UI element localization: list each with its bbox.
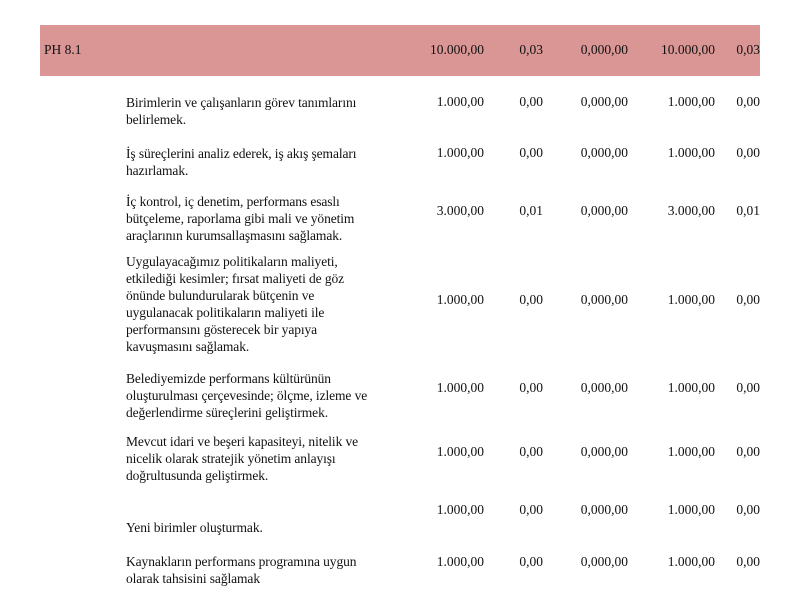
activity-value-4: 1.000,00 — [667, 444, 715, 459]
description-line: belirlemek. — [126, 112, 186, 127]
description-line: değerlendirme süreçlerini geliştirmek. — [126, 405, 328, 420]
activity-value-4: 1.000,00 — [667, 380, 715, 395]
description-line: İş süreçlerini analiz ederek, iş akış şemaları — [126, 146, 357, 161]
activity-description — [126, 553, 418, 587]
activity-value-4: 1.000,00 — [667, 94, 715, 109]
description-line: önünde bulundurularak bütçenin ve — [126, 288, 315, 303]
header-value-5: 0,03 — [736, 42, 760, 57]
activity-value-1: 1.000,00 — [436, 380, 484, 395]
activity-value-3: 0,000,00 — [580, 444, 628, 459]
description-line: Kaynakların performans programına uygun — [126, 554, 357, 569]
activity-value-1: 1.000,00 — [436, 145, 484, 160]
description-line: kavuşmasını sağlamak. — [126, 339, 250, 354]
activity-value-2: 0,00 — [519, 292, 543, 307]
activity-value-4: 1.000,00 — [667, 554, 715, 569]
activity-value-3: 0,000,00 — [580, 502, 628, 517]
description-line: nicelik olarak stratejik yönetim anlayışı — [126, 451, 336, 466]
header-value-1: 10.000,00 — [430, 42, 484, 57]
activity-value-2: 0,00 — [519, 145, 543, 160]
activity-value-5: 0,00 — [736, 554, 760, 569]
description-line: oluşturulması çerçevesinde; ölçme, izleme ve — [126, 388, 368, 403]
activity-description — [126, 145, 418, 179]
activity-value-3: 0,000,00 — [580, 203, 628, 218]
activity-value-1: 1.000,00 — [436, 502, 484, 517]
description-line: doğrultusunda geliştirmek. — [126, 468, 269, 483]
description-line: etkilediği kesimler; fırsat maliyeti de göz — [126, 271, 345, 286]
description-line: Mevcut idari ve beşeri kapasiteyi, nitelik ve — [126, 434, 359, 449]
activity-value-3: 0,000,00 — [580, 145, 628, 160]
activity-value-1: 1.000,00 — [436, 292, 484, 307]
activity-value-4: 1.000,00 — [667, 502, 715, 517]
activity-value-1: 3.000,00 — [436, 203, 484, 218]
description-line: araçlarının kurumsallaşmasını sağlamak. — [126, 228, 343, 243]
activity-value-5: 0,00 — [736, 380, 760, 395]
description-line: Birimlerin ve çalışanların görev tanımlarını — [126, 95, 357, 110]
activity-value-5: 0,00 — [736, 94, 760, 109]
activity-description — [126, 94, 418, 128]
program-code: PH 8.1 — [44, 42, 82, 57]
header-value-4: 10.000,00 — [661, 42, 715, 57]
description-line: Uygulayacağımız politikaların maliyeti, — [126, 254, 338, 269]
description-line: Yeni birimler oluşturmak. — [126, 520, 263, 535]
activity-value-2: 0,00 — [519, 502, 543, 517]
activity-value-1: 1.000,00 — [436, 554, 484, 569]
activity-value-5: 0,01 — [736, 203, 760, 218]
description-line: olarak tahsisini sağlamak — [126, 571, 260, 586]
activity-value-2: 0,00 — [519, 554, 543, 569]
activity-value-2: 0,00 — [519, 444, 543, 459]
description-line: İç kontrol, iç denetim, performans esaslı — [126, 194, 340, 209]
activity-description — [126, 253, 418, 355]
activity-value-2: 0,01 — [519, 203, 543, 218]
description-line: hazırlamak. — [126, 163, 189, 178]
activity-value-5: 0,00 — [736, 444, 760, 459]
description-line: bütçeleme, raporlama gibi mali ve yönetim — [126, 211, 355, 226]
activity-value-3: 0,000,00 — [580, 94, 628, 109]
activity-value-4: 1.000,00 — [667, 292, 715, 307]
activity-value-5: 0,00 — [736, 292, 760, 307]
activity-description — [126, 370, 418, 421]
activity-value-2: 0,00 — [519, 94, 543, 109]
activity-value-4: 1.000,00 — [667, 145, 715, 160]
activity-value-2: 0,00 — [519, 380, 543, 395]
header-value-2: 0,03 — [519, 42, 543, 57]
activity-description — [126, 193, 418, 244]
activity-value-5: 0,00 — [736, 502, 760, 517]
activity-value-3: 0,000,00 — [580, 554, 628, 569]
header-value-3: 0,000,00 — [580, 42, 628, 57]
activity-description — [126, 433, 418, 484]
description-line: Belediyemizde performans kültürünün — [126, 371, 331, 386]
activity-value-3: 0,000,00 — [580, 380, 628, 395]
description-line: performansını gösterecek bir yapıya — [126, 322, 318, 337]
activity-description — [126, 519, 418, 536]
activity-value-1: 1.000,00 — [436, 444, 484, 459]
activity-value-3: 0,000,00 — [580, 292, 628, 307]
activity-value-4: 3.000,00 — [667, 203, 715, 218]
activity-value-1: 1.000,00 — [436, 94, 484, 109]
program-header-row — [40, 25, 760, 76]
activity-value-5: 0,00 — [736, 145, 760, 160]
description-line: uygulanacak politikaların maliyeti ile — [126, 305, 325, 320]
